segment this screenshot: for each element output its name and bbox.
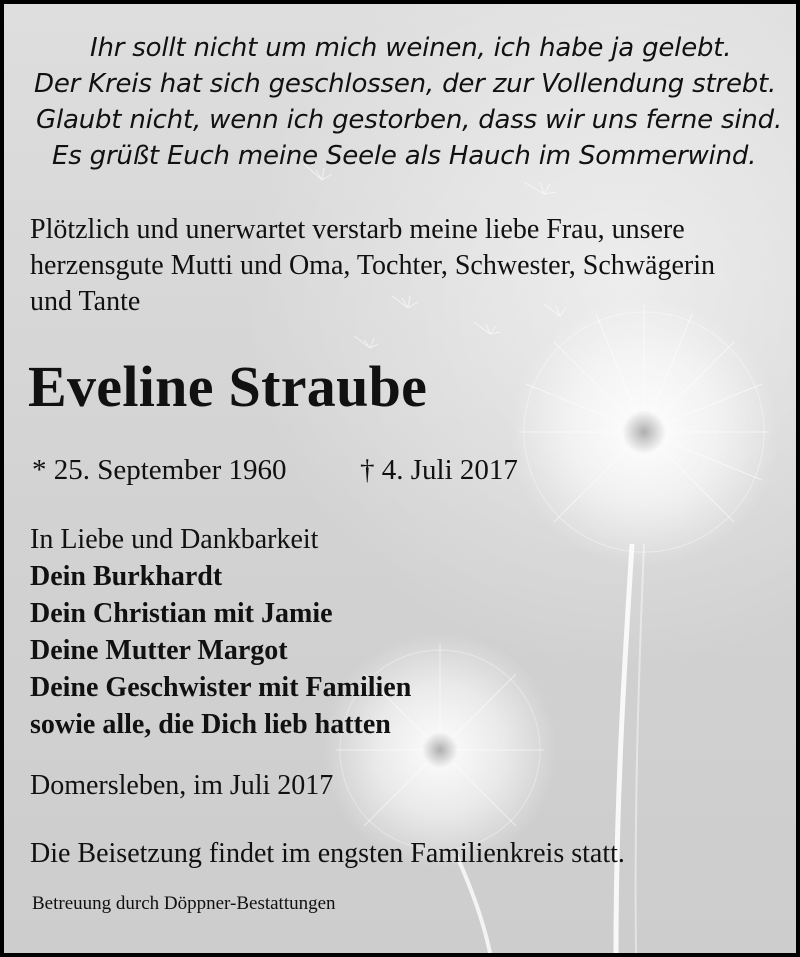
place-date: Domersleben, im Juli 2017 xyxy=(30,770,334,801)
poem-line: Glaubt nicht, wenn ich gestorben, dass wir uns ferne sind. xyxy=(36,105,783,135)
mourner-name: sowie alle, die Dich lieb hatten xyxy=(30,709,391,740)
undertaker-credit: Betreuung durch Döppner-Bestattungen xyxy=(32,893,336,914)
mourners-heading: In Liebe und Dankbarkeit xyxy=(30,524,319,555)
intro-line: und Tante xyxy=(30,286,141,317)
mourner-name: Deine Geschwister mit Familien xyxy=(30,672,412,703)
poem-line: Es grüßt Euch meine Seele als Hauch im Sommerwind. xyxy=(52,141,757,171)
deceased-name: Eveline Straube xyxy=(28,354,428,419)
death-date: † 4. Juli 2017 xyxy=(360,454,518,486)
poem-line: Der Kreis hat sich geschlossen, der zur Vollendung strebt. xyxy=(34,69,777,99)
mourner-name: Dein Christian mit Jamie xyxy=(30,598,333,629)
intro-line: herzensgute Mutti und Oma, Tochter, Schwester, Schwägerin xyxy=(30,250,715,281)
mourner-name: Deine Mutter Margot xyxy=(30,635,288,666)
funeral-note: Die Beisetzung findet im engsten Familienkreis statt. xyxy=(30,838,625,869)
intro-line: Plötzlich und unerwartet verstarb meine liebe Frau, unsere xyxy=(30,214,685,245)
poem-line: Ihr sollt nicht um mich weinen, ich habe ja gelebt. xyxy=(90,33,732,63)
mourner-name: Dein Burkhardt xyxy=(30,561,223,592)
birth-date: * 25. September 1960 xyxy=(32,454,287,486)
